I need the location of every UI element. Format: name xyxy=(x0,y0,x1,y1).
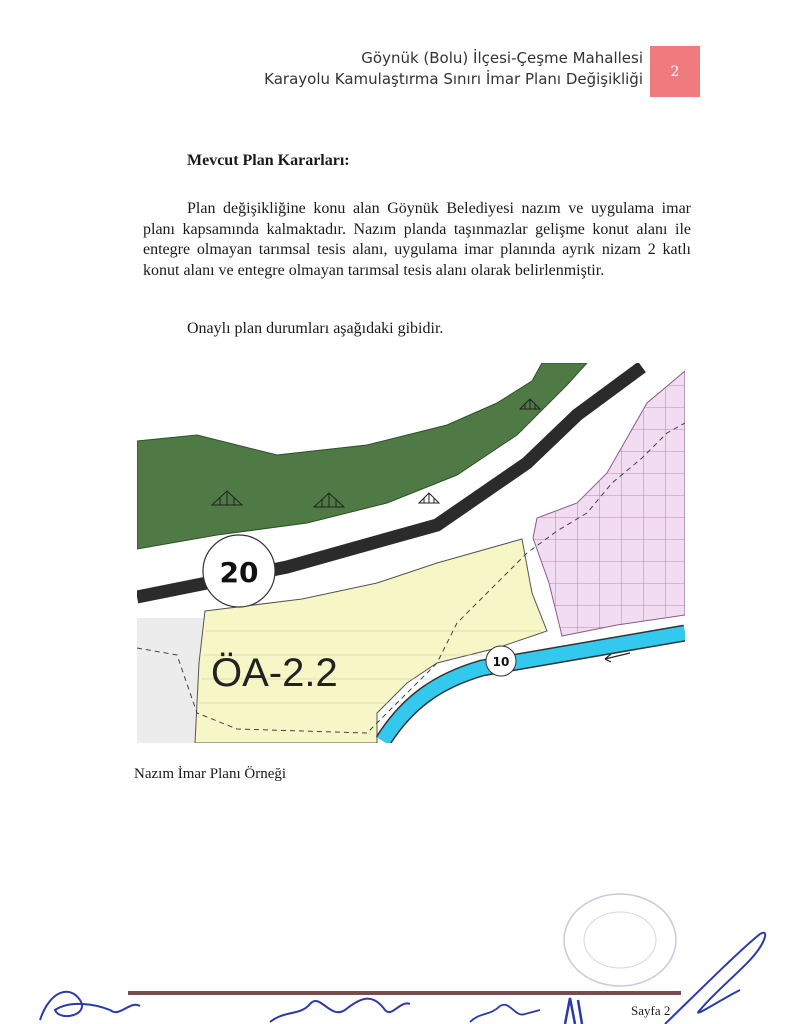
section-heading: Mevcut Plan Kararları: xyxy=(187,152,350,169)
page-number-badge: 2 xyxy=(650,46,700,97)
footer-rule xyxy=(128,991,681,995)
body-paragraph-2: Onaylı plan durumları aşağıdaki gibidir. xyxy=(187,320,444,337)
stream-number-label: 10 xyxy=(492,655,510,669)
header-line-1: Göynük (Bolu) İlçesi-Çeşme Mahallesi xyxy=(361,49,643,67)
handwritten-signatures xyxy=(0,930,791,1024)
document-header xyxy=(264,48,643,90)
road-number-label: 20 xyxy=(219,556,259,589)
footer-page-label: Sayfa 2 xyxy=(631,1003,671,1018)
zoning-plan-map xyxy=(137,363,685,743)
forest-zone xyxy=(137,363,587,549)
body-paragraph-1: Plan değişikliğine konu alan Göynük Belediyesi nazım ve uygulama imar planı kapsamında kalmaktadır. Nazım planda taşınmazlar gelişme konut alanı ile entegre olmayan tarımsal tesis alanı, uygulama imar planında ayrık nizam 2 katlı konut alanı ve entegre olmayan tarımsal tesis alanı olarak belirlenmiştir. xyxy=(143,200,691,279)
header-line-2: Karayolu Kamulaştırma Sınırı İmar Planı Değişikliği xyxy=(264,70,643,88)
map-caption: Nazım İmar Planı Örneği xyxy=(134,766,287,782)
zone-label: ÖA-2.2 xyxy=(211,651,338,695)
